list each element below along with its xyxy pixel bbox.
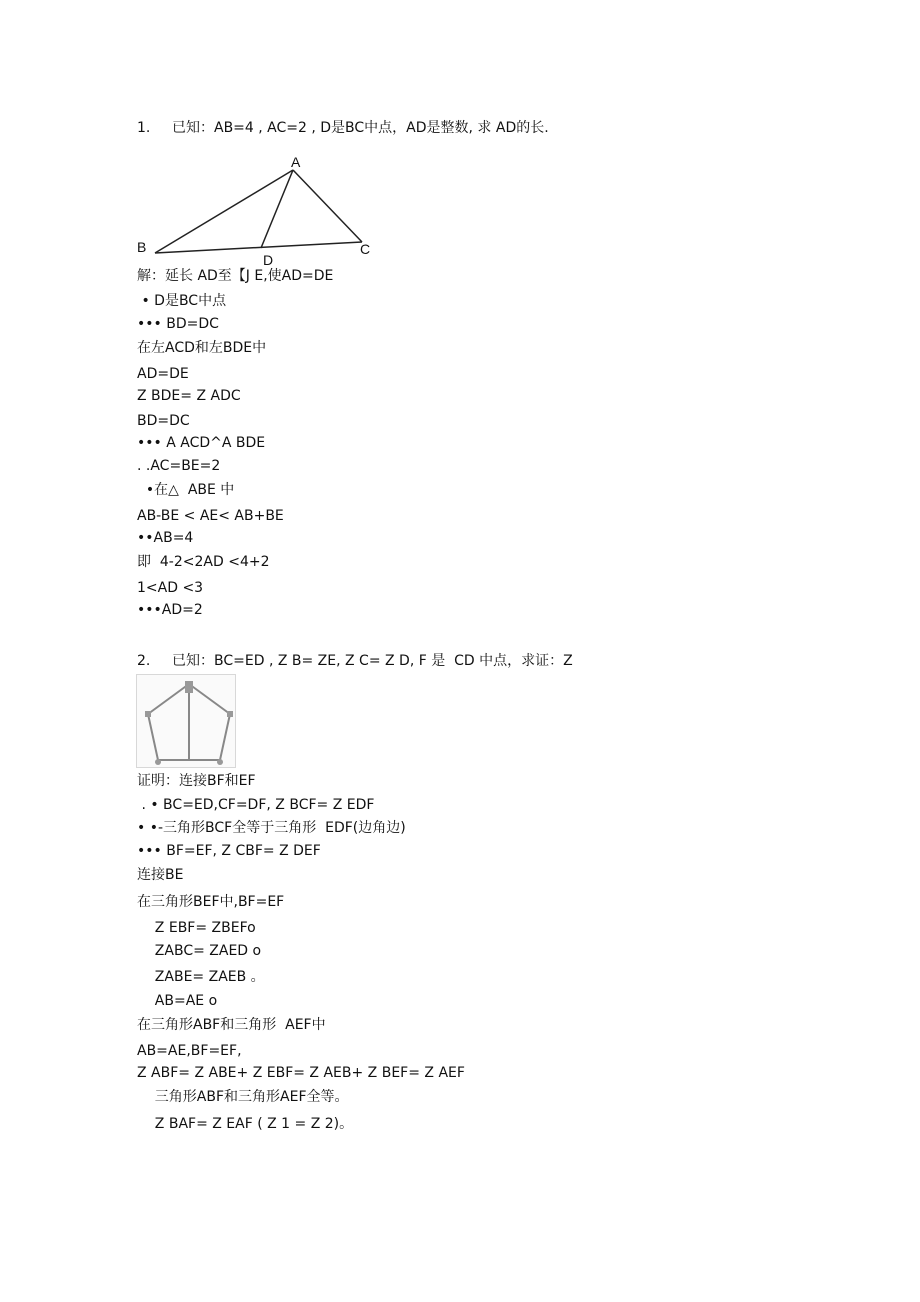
solution-line: 解：延长 AD至【J E,使AD=DE [137, 268, 334, 284]
solution-line: 在左ACD和左BDE中 [137, 340, 267, 356]
proof-line: Z BAF= Z EAF ( Z 1 = Z 2)。 [137, 1116, 354, 1132]
problem-2-statement: 已知：BC=ED , Z B= ZE, Z C= Z D, F 是 CD 中点，求证：Z [172, 653, 573, 669]
proof-line: 在三角形ABF和三角形 AEF中 [137, 1017, 326, 1033]
proof-line: 证明：连接BF和EF [137, 773, 256, 789]
proof-line: AB=AE o [137, 993, 218, 1009]
proof-line: ZABE= ZAEB 。 [137, 969, 265, 985]
solution-line: AB-BE < AE< AB+BE [137, 508, 284, 524]
proof-line: AB=AE,BF=EF, [137, 1043, 242, 1059]
proof-line: Z EBF= ZBEFo [137, 920, 256, 936]
solution-line: BD=DC [137, 413, 190, 429]
solution-line: ••• BD=DC [137, 316, 219, 332]
triangle-figure [130, 150, 390, 275]
solution-line: 1<AD <3 [137, 580, 204, 596]
solution-line: •••AD=2 [137, 602, 203, 618]
solution-line: ••AB=4 [137, 530, 194, 546]
solution-line: AD=DE [137, 366, 189, 382]
vertex-a-label: A [291, 154, 301, 170]
solution-line: • D是BC中点 [137, 293, 227, 309]
solution-line: 即 4-2<2AD <4+2 [137, 554, 270, 570]
vertex-c-label: C [360, 241, 371, 257]
proof-line: 在三角形BEF中,BF=EF [137, 894, 285, 910]
proof-line: 连接BE [137, 867, 184, 883]
proof-line: 三角形ABF和三角形AEF全等。 [137, 1089, 349, 1105]
pentagon-figure [136, 674, 236, 768]
proof-line: . • BC=ED,CF=DF, Z BCF= Z EDF [137, 797, 375, 813]
problem-2-number: 2. [137, 653, 151, 669]
proof-line: Z ABF= Z ABE+ Z EBF= Z AEB+ Z BEF= Z AEF [137, 1065, 465, 1081]
point-d-label: D [263, 252, 274, 268]
vertex-b-label: B [137, 239, 147, 255]
solution-line: . .AC=BE=2 [137, 458, 221, 474]
proof-line: ••• BF=EF, Z CBF= Z DEF [137, 843, 321, 859]
solution-line: •在△ ABE 中 [137, 482, 235, 498]
proof-line: ZABC= ZAED o [137, 943, 262, 959]
solution-line: Z BDE= Z ADC [137, 388, 241, 404]
solution-line: ••• A ACD^A BDE [137, 435, 266, 451]
problem-1-statement: 已知：AB=4 , AC=2 , D是BC中点，AD是整数, 求 AD的长. [172, 120, 549, 136]
problem-1-number: 1. [137, 120, 151, 136]
proof-line: • •-三角形BCF全等于三角形 EDF(边角边) [137, 820, 406, 836]
